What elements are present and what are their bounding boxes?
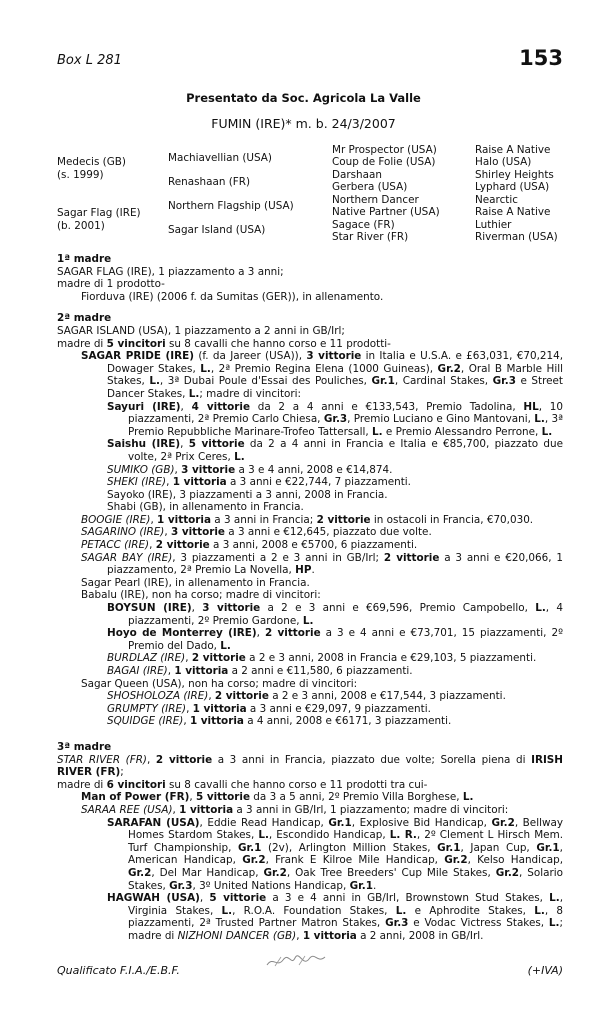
produce-entry: SUMIKO (GB), 3 vittorie a 3 e 4 anni, 2008 e €14,874. [107, 463, 393, 476]
produce-entry: Sayoko (IRE), 3 piazzamenti a 3 anni, 2008 in Francia. [107, 488, 388, 501]
pedigree-sire: Medecis (GB) [57, 156, 126, 168]
produce-entry: SAGAR PRIDE (IRE) (f. da Jareer (USA)), 3 vittorie in Italia e U.S.A. e £63,031, €70,214, Dowager Stakes, L., 2ª Premio Regina Elena (1000 Guineas), Gr.2, Oral B Marble Hill Stakes, L., 3ª Dubai Poule d'Essai des Pouliches, Gr.1, Cardinal Stakes, Gr.3 e Street Dancer Stakes, L.; madre di vincitori: [81, 350, 564, 400]
produce-entry: Hoyo de Monterrey (IRE), 2 vittorie a 3 e 4 anni e €73,701, 15 piazzamenti, 2º Premio del Dado, L. [107, 627, 563, 652]
pedigree-g3: Star River (FR) [332, 231, 409, 243]
pedigree-g3: Mr Prospector (USA) [332, 144, 437, 156]
produce-entry: Sagar Pearl (IRE), in allenamento in Francia. [81, 576, 310, 589]
pedigree-g4: Shirley Heights [475, 169, 554, 181]
produce-entry: Saishu (IRE), 5 vittorie da 2 a 4 anni in Francia e Italia e €85,700, piazzato due volte, 2ª Prix Ceres, L. [107, 438, 563, 463]
dam-line: madre di 1 prodotto- [57, 278, 165, 291]
section-heading: 1ª madre [57, 253, 112, 265]
pedigree-g3: Darshaan [332, 169, 382, 181]
produce-entry: SAGARINO (IRE), 3 vittorie a 3 anni e €12,645, piazzato due volte. [81, 526, 432, 539]
produce-entry: BOOGIE (IRE), 1 vittoria a 3 anni in Francia; 2 vittorie in ostacoli in Francia, €70,030. [81, 513, 534, 526]
produce-entry: PETACC (IRE), 2 vittorie a 3 anni, 2008 e €5700, 6 piazzamenti. [81, 539, 418, 552]
pedigree-table [57, 144, 567, 248]
pedigree-g3: Gerbera (USA) [332, 181, 408, 193]
pedigree-g4: Riverman (USA) [475, 231, 558, 243]
dam-line: STAR RIVER (FR), 2 vittorie a 3 anni in Francia, piazzato due volte; Sorella piena di IRISH RIVER (FR); [57, 753, 563, 779]
horse-subtitle: FUMIN (IRE)* m. b. 24/3/2007 [211, 116, 396, 131]
dam-line: SAGAR FLAG (IRE), 1 piazzamento a 3 anni; [57, 265, 284, 278]
produce-entry: SHOSHOLOZA (IRE), 2 vittorie a 2 e 3 anni, 2008 e €17,544, 3 piazzamenti. [107, 690, 506, 703]
pedigree-dam: Sagar Flag (IRE) [57, 207, 141, 219]
produce-entry: SAGAR BAY (IRE), 3 piazzamenti a 2 e 3 anni in GB/Irl; 2 vittorie a 3 anni e €20,066, 1 piazzamento, 2ª Premio La Novella, HP. [81, 551, 563, 577]
pedigree-g2: Sagar Island (USA) [168, 224, 266, 236]
pedigree-g4: Nearctic [475, 194, 518, 206]
dam-summary: madre di 6 vincitori su 8 cavalli che hanno corso e 11 prodotti tra cui- [57, 778, 428, 791]
produce-entry: BOYSUN (IRE), 3 vittorie a 2 e 3 anni e €69,596, Premio Campobello, L., 4 piazzamenti, 2º Premio Gardone, L. [107, 602, 564, 627]
catalogue-body [57, 253, 563, 942]
produce-entry: Man of Power (FR), 5 vittorie da 3 a 5 anni, 2º Premio Villa Borghese, L. [81, 791, 474, 804]
pedigree-g3: Coup de Folie (USA) [332, 156, 436, 168]
second-dam-section [57, 312, 563, 728]
produce-entry: SARAA REE (USA), 1 vittoria a 3 anni in GB/Irl, 1 piazzamento; madre di vincitori: [81, 803, 509, 816]
pedigree-g2: Machiavellian (USA) [168, 152, 272, 164]
section-heading: 3ª madre [57, 740, 112, 753]
pedigree-g4: Luthier [475, 219, 512, 231]
produce-entry: BAGAI (IRE), 1 vittoria a 2 anni e €11,580, 6 piazzamenti. [107, 665, 413, 677]
signature-mark [265, 952, 327, 974]
page-number: 153 [519, 46, 563, 70]
produce-entry: SHEKI (IRE), 1 vittoria a 3 anni e €22,744, 7 piazzamenti. [107, 476, 411, 489]
produce-entry: Sagar Queen (USA), non ha corso; madre di vincitori: [81, 677, 358, 690]
produce-entry: Sayuri (IRE), 4 vittorie da 2 a 4 anni e €133,543, Premio Tadolina, HL, 10 piazzamenti, 2ª Premio Carlo Chiesa, Gr.3, Premio Luciano e Gino Mantovani, L., 3ª Premio Repubbliche Marinare-Trofeo Tattersall, L. e Premio Alessandro Perrone, L. [107, 400, 564, 438]
produce-entry: SARAFAN (USA), Eddie Read Handicap, Gr.1, Explosive Bid Handicap, Gr.2, Bellway Homes Stardom Stakes, L., Escondido Handicap, L. R., 2º Clement L Hirsch Mem. Turf Championship, Gr.1 (2v), Arlington Million Stakes, Gr.1, Japan Cup, Gr.1, American Handicap, Gr.2, Frank E Kilroe Mile Handicap, Gr.2, Kelso Handicap, Gr.2, Del Mar Handicap, Gr.2, Oak Tree Breeders' Cup Mile Stakes, Gr.2, Solario Stakes, Gr.3, 3º United Nations Handicap, Gr.1. [107, 816, 564, 892]
pedigree-g4: Raise A Native [475, 206, 551, 218]
produce-line: Fiorduva (IRE) (2006 f. da Sumitas (GER)), in allenamento. [81, 290, 384, 303]
footer-vat-note: (+IVA) [527, 964, 563, 977]
pedigree-g4: Raise A Native [475, 144, 551, 156]
pedigree-g4: Halo (USA) [475, 156, 532, 168]
pedigree-dam-year: (b. 2001) [57, 220, 105, 232]
pedigree-g2: Renashaan (FR) [168, 176, 251, 188]
dam-summary: madre di 5 vincitori su 8 cavalli che hanno corso e 11 prodotti- [57, 337, 391, 350]
dam-line: SAGAR ISLAND (USA), 1 piazzamento a 2 anni in GB/Irl; [57, 324, 345, 337]
pedigree-sire-year: (s. 1999) [57, 169, 104, 181]
produce-entry: HAGWAH (USA), 5 vittorie a 3 e 4 anni in GB/Irl, Brownstown Stud Stakes, L., Virginia Stakes, L., R.O.A. Foundation Stakes, L. e Aphrodite Stakes, L., 8 piazzamenti, 2ª Trusted Partner Matron Stakes, Gr.3 e Vodac Victress Stakes, L.; madre di NIZHONI DANCER (GB), 1 vittoria a 2 anni, 2008 in GB/Irl. [107, 892, 564, 942]
footer-qualification: Qualificato F.I.A./E.B.F. [57, 964, 180, 977]
pedigree-g3: Northern Dancer [332, 194, 419, 206]
produce-entry: Babalu (IRE), non ha corso; madre di vincitori: [81, 589, 321, 602]
first-dam-section [57, 253, 563, 303]
produce-entry: GRUMPTY (IRE), 1 vittoria a 3 anni e €29,097, 9 piazzamenti. [107, 702, 431, 715]
pedigree-g2: Northern Flagship (USA) [168, 200, 294, 212]
third-dam-section [57, 741, 563, 943]
box-label: Box L 281 [57, 53, 122, 68]
consignor-title: Presentato da Soc. Agricola La Valle [186, 91, 421, 105]
pedigree-g4: Lyphard (USA) [475, 181, 550, 193]
section-heading: 2ª madre [57, 312, 112, 325]
produce-entry: BURDLAZ (IRE), 2 vittorie a 2 e 3 anni, 2008 in Francia e €29,103, 5 piazzamenti. [107, 652, 537, 665]
produce-entry: Shabi (GB), in allenamento in Francia. [107, 501, 304, 514]
pedigree-g3: Sagace (FR) [332, 219, 395, 231]
pedigree-g3: Native Partner (USA) [332, 206, 440, 218]
produce-entry: SQUIDGE (IRE), 1 vittoria a 4 anni, 2008 e €6171, 3 piazzamenti. [107, 715, 452, 728]
